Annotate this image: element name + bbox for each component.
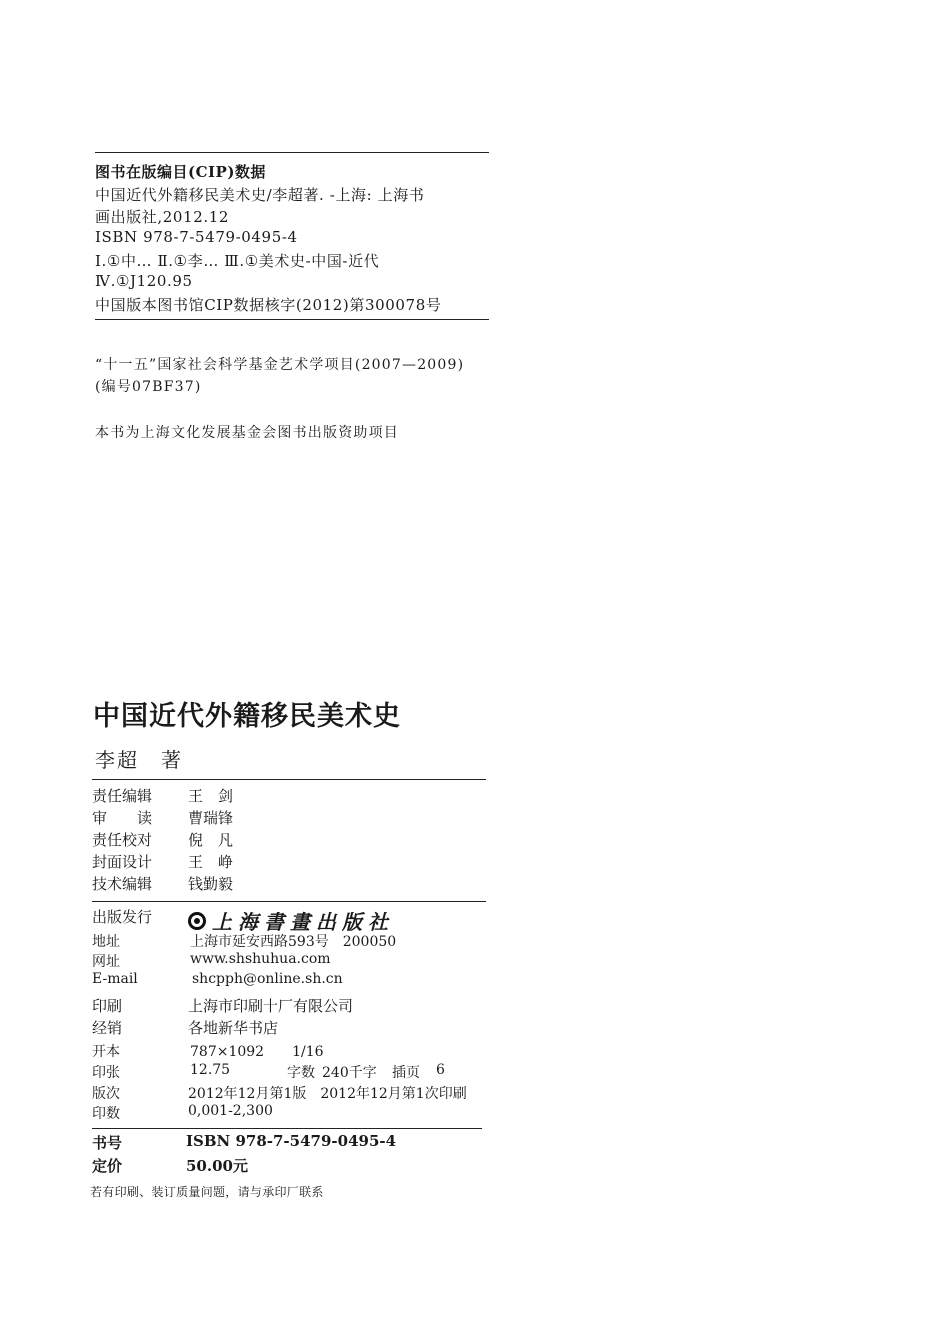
edition-label: 版次 xyxy=(92,1086,120,1102)
credit-value: 王 剑 xyxy=(188,787,234,805)
isbn-label: 书号 xyxy=(92,1134,123,1152)
words-label: 字数 xyxy=(287,1065,315,1081)
isbn-value: ISBN 978-7-5479-0495-4 xyxy=(186,1132,397,1150)
book-title: 中国近代外籍移民美术史 xyxy=(93,701,401,732)
publisher-label: 出版发行 xyxy=(92,908,153,926)
credit-value: 钱勤毅 xyxy=(188,875,234,893)
credit-label: 责任编辑 xyxy=(92,787,153,805)
quality-notice: 若有印刷、装订质量问题，请与承印厂联系 xyxy=(90,1185,324,1199)
edition-value: 2012年12月第1版 2012年12月第1次印刷 xyxy=(188,1086,467,1102)
distributor-label: 经销 xyxy=(92,1019,123,1037)
credit-value: 王 峥 xyxy=(188,853,234,871)
cip-line: 中国版本图书馆CIP数据核字(2012)第300078号 xyxy=(95,296,442,314)
printing-rule xyxy=(92,1128,482,1129)
publisher-name: 上海書畫出版社 xyxy=(212,910,394,934)
cip-line: 中国近代外籍移民美术史/李超著. -上海: 上海书 xyxy=(95,186,425,204)
address-label: 地址 xyxy=(92,934,120,950)
cip-line: ISBN 978-7-5479-0495-4 xyxy=(95,228,298,246)
email-value: shcpph@online.sh.cn xyxy=(192,971,343,987)
website-value: www.shshuhua.com xyxy=(190,951,331,967)
words-value: 240千字 xyxy=(322,1065,377,1081)
credits-rule xyxy=(92,901,486,902)
funding-sponsor-line: 本书为上海文化发展基金会图书出版资助项目 xyxy=(95,425,399,441)
sheets-label: 印张 xyxy=(92,1065,120,1081)
funding-project-line: “十一五”国家社会科学基金艺术学项目(2007—2009) xyxy=(95,357,465,373)
cip-bottom-rule xyxy=(95,319,489,320)
distributor-value: 各地新华书店 xyxy=(188,1019,279,1037)
credit-value: 曹瑞锋 xyxy=(188,809,234,827)
price-value: 50.00元 xyxy=(186,1157,248,1175)
plates-label: 插页 xyxy=(392,1065,420,1081)
printer-value: 上海市印刷十厂有限公司 xyxy=(188,997,354,1015)
cip-top-rule xyxy=(95,152,489,153)
author-rule xyxy=(92,779,486,780)
cip-line: Ⅰ.①中… Ⅱ.①李… Ⅲ.①美术史-中国-近代 xyxy=(95,252,380,270)
cip-line: 画出版社,2012.12 xyxy=(95,208,229,226)
book-author: 李超 著 xyxy=(95,748,183,772)
format-value: 787×1092 1/16 xyxy=(190,1044,324,1060)
format-label: 开本 xyxy=(92,1044,120,1060)
funding-project-number: (编号07BF37) xyxy=(95,379,202,395)
plates-value: 6 xyxy=(436,1062,445,1078)
sheets-value: 12.75 xyxy=(190,1062,231,1078)
printer-label: 印刷 xyxy=(92,997,123,1015)
copies-label: 印数 xyxy=(92,1106,120,1122)
copies-value: 0,001-2,300 xyxy=(188,1103,273,1119)
email-label: E-mail xyxy=(92,971,138,987)
credit-label: 技术编辑 xyxy=(92,875,153,893)
publisher-emblem-icon xyxy=(188,912,206,930)
cip-line: Ⅳ.①J120.95 xyxy=(95,272,193,290)
cip-title: 图书在版编目(CIP)数据 xyxy=(95,163,266,181)
address-value: 上海市延安西路593号 200050 xyxy=(190,934,397,950)
price-label: 定价 xyxy=(92,1157,123,1175)
credit-label: 责任校对 xyxy=(92,831,153,849)
credit-label: 封面设计 xyxy=(92,853,153,871)
website-label: 网址 xyxy=(92,954,120,970)
credit-label: 审 读 xyxy=(92,809,153,827)
credit-value: 倪 凡 xyxy=(188,831,234,849)
